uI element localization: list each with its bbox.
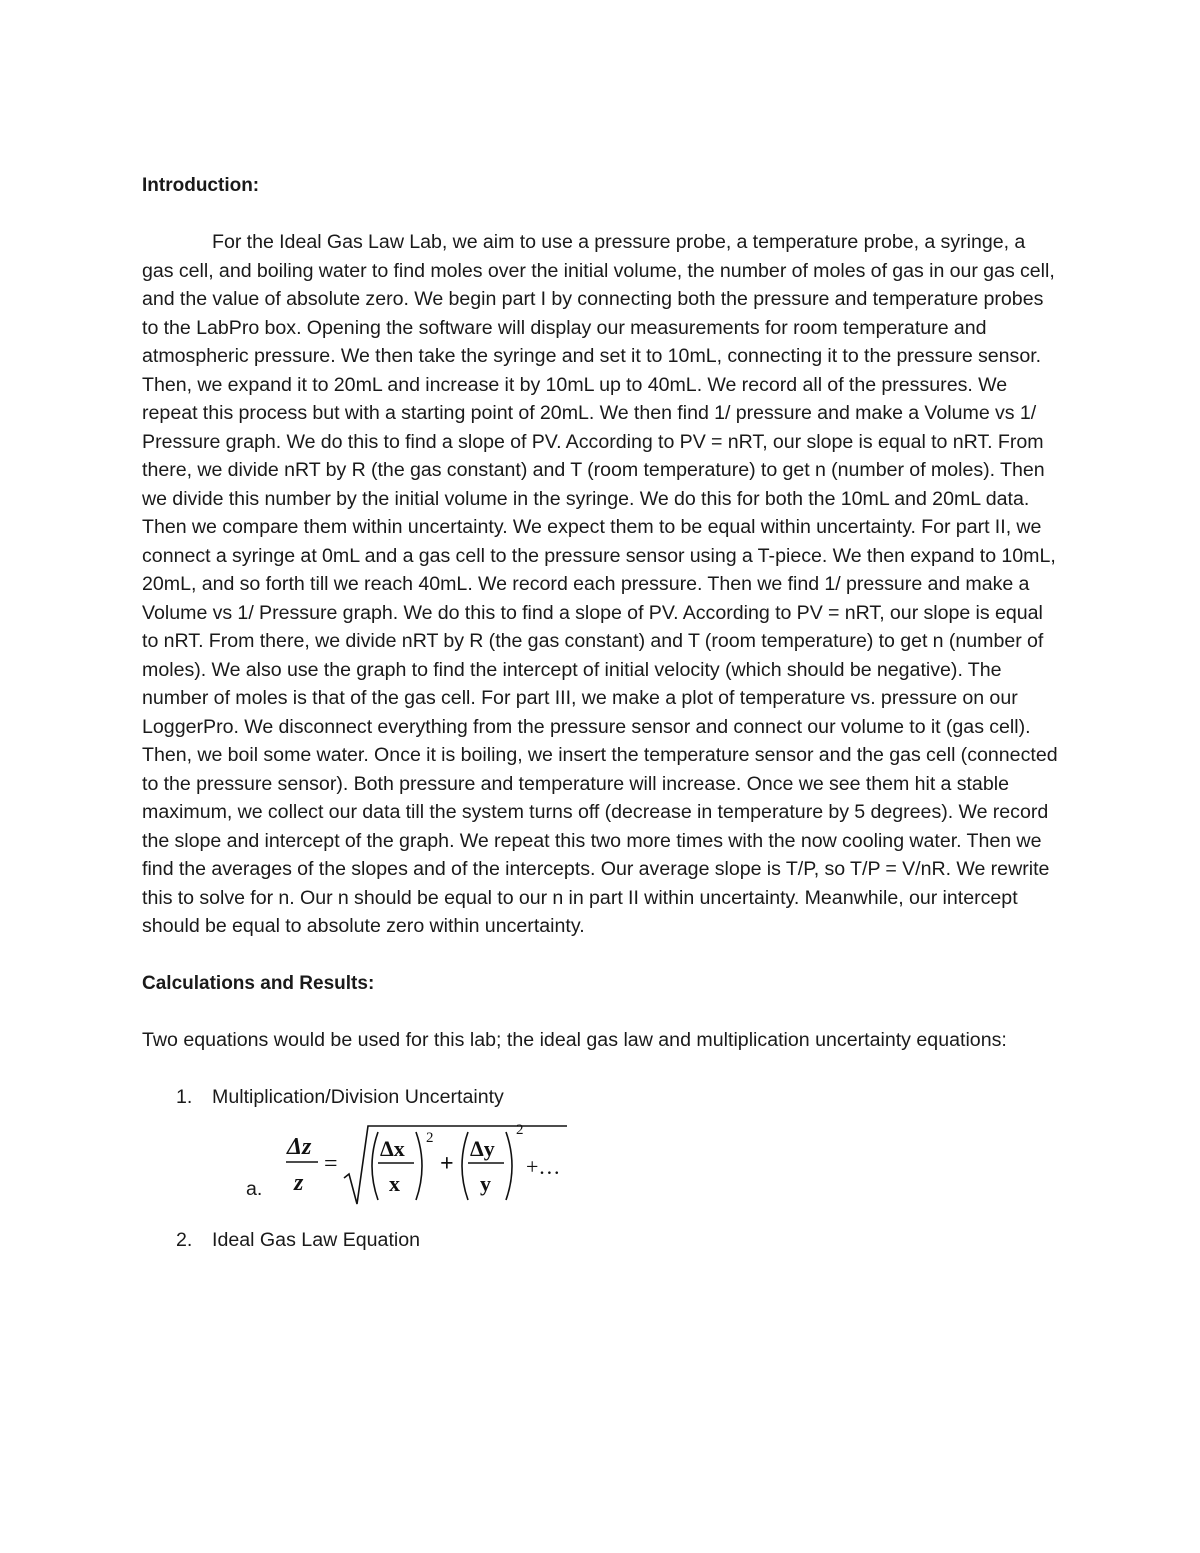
term2-numerator: Δy bbox=[470, 1135, 495, 1161]
paren-right-1 bbox=[416, 1132, 422, 1200]
plus-sign: + bbox=[440, 1150, 454, 1177]
calculations-heading: Calculations and Results: bbox=[142, 972, 375, 994]
equals-sign: = bbox=[324, 1150, 338, 1177]
lhs-numerator: Δz bbox=[287, 1133, 312, 1160]
formula-graphic bbox=[282, 1116, 582, 1208]
term2-denominator: y bbox=[480, 1170, 491, 1196]
paren-left-2 bbox=[462, 1132, 468, 1200]
list-number: 2. bbox=[176, 1228, 193, 1251]
term1-numerator: Δx bbox=[380, 1135, 405, 1161]
term1-exponent: 2 bbox=[426, 1129, 434, 1146]
list-item-label: Ideal Gas Law Equation bbox=[212, 1228, 421, 1251]
paren-left-1 bbox=[372, 1132, 378, 1200]
calculations-intro-text: Two equations would be used for this lab; the ideal gas law and multiplication uncertainty equations: bbox=[142, 1028, 1007, 1051]
formula-tail: +… bbox=[526, 1153, 561, 1179]
term2-exponent: 2 bbox=[516, 1121, 524, 1138]
list-number: 1. bbox=[176, 1086, 193, 1108]
document-body bbox=[142, 172, 1062, 1254]
list-item-uncertainty bbox=[142, 1083, 1062, 1112]
term1-denominator: x bbox=[389, 1170, 400, 1196]
list-item-ideal-gas-law bbox=[142, 1226, 1062, 1255]
list-item-label: Multiplication/Division Uncertainty bbox=[212, 1086, 504, 1108]
paren-right-2 bbox=[506, 1132, 512, 1200]
sub-item-formula bbox=[142, 1116, 1062, 1208]
lhs-denominator: z bbox=[294, 1169, 304, 1196]
uncertainty-formula bbox=[282, 1116, 582, 1208]
introduction-heading: Introduction: bbox=[142, 175, 260, 196]
sub-item-letter: a. bbox=[246, 1177, 263, 1200]
introduction-paragraph: For the Ideal Gas Law Lab, we aim to use a pressure probe, a temperature probe, a syringe, a gas cell, and boiling water to find moles over the initial volume, the number of moles of gas in our gas cell, and the value of absolute zero. We begin part I by connecting both the pressure and temperature probes to the LabPro box. Opening the software will display our measurements for room temperature and atmospheric pressure. We then take the syringe and set it to 10mL, connecting it to the pressure sensor. Then, we expand it to 20mL and increase it by 10mL up to 40mL. We record all of the pressures. We repeat this process but with a starting point of 20mL. We then find 1/ pressure and make a Volume vs 1/ Pressure graph. We do this to find a slope of PV. According to PV = nRT, our slope is equal to nRT. From there, we divide nRT by R (the gas constant) and T (room temperature) to get n (number of moles). Then we divide this number by the initial volume in the syringe. We do this for both the 10mL and 20mL data. Then we compare them within uncertainty. We expect them to be equal within uncertainty. For part II, we connect a syringe at 0mL and a gas cell to the pressure sensor using a T-piece. We then expand to 10mL, 20mL, and so forth till we reach 40mL. We record each pressure. Then we find 1/ pressure and make a Volume vs 1/ Pressure graph. We do this to find a slope of PV. According to PV = nRT, our slope is equal to nRT. From there, we divide nRT by R (the gas constant) and T (room temperature) to get n (number of moles). We also use the graph to find the intercept of initial velocity (which should be negative). The number of moles is that of the gas cell. For part III, we make a plot of temperature vs. pressure on our LoggerPro. We disconnect everything from the pressure sensor and connect our volume to it (gas cell). Then, we boil some water. Once it is boiling, we insert the temperature sensor and the gas cell (connected to the pressure sensor). Both pressure and temperature will increase. Once we see them hit a stable maximum, we collect our data till the system turns off (decrease in temperature by 5 degrees). We record the slope and intercept of the graph. We repeat this two more times with the now cooling water. Then we find the averages of the slopes and of the intercepts. Our average slope is T/P, so T/P = V/nR. We rewrite this to solve for n. Our n should be equal to our n in part II within uncertainty. Meanwhile, our intercept should be equal to absolute zero within uncertainty. bbox=[142, 231, 1058, 937]
